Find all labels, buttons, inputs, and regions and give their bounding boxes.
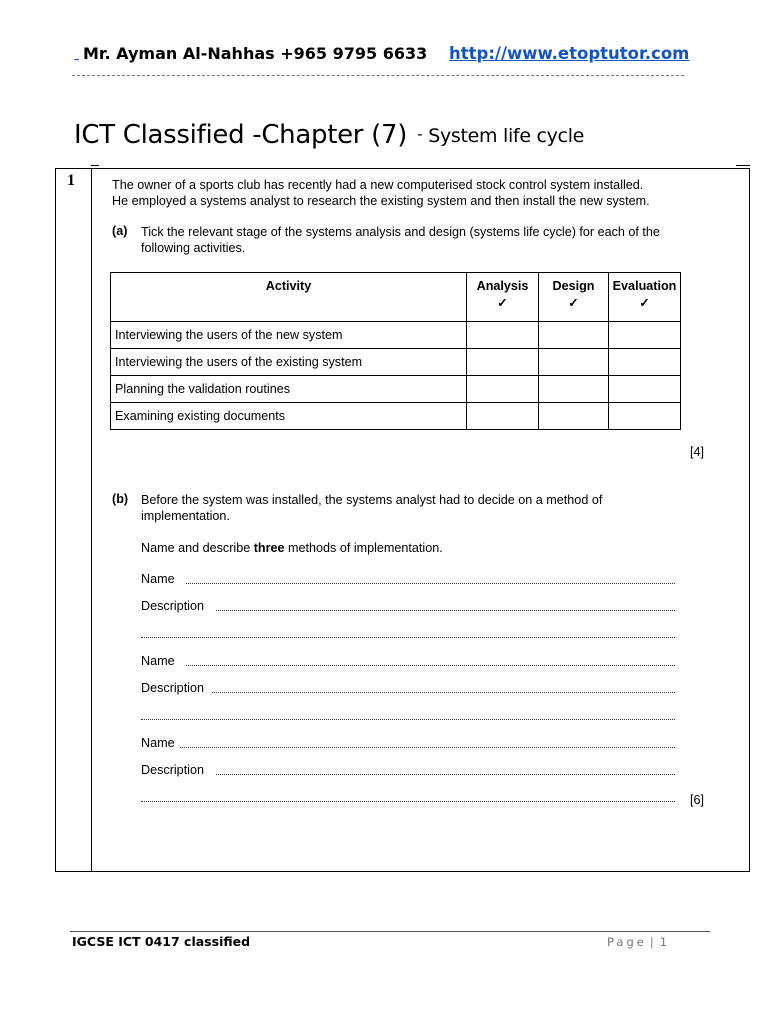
part-a-text-line-2: following activities.: [141, 241, 246, 255]
header-author: [74, 44, 427, 63]
header-divider: [72, 75, 684, 76]
table-row: [111, 349, 681, 376]
part-b-text-line-2: implementation.: [141, 509, 230, 523]
check-icon: ✓: [568, 296, 579, 310]
activity-cell: Interviewing the users of the existing system: [111, 349, 467, 376]
method-3-description-label: Description: [141, 763, 204, 777]
activity-cell: Examining existing documents: [111, 403, 467, 430]
column-header-design: Design ✓: [539, 273, 609, 322]
table-row: [111, 403, 681, 430]
method-2-description-line[interactable]: [212, 692, 675, 693]
design-tick-box[interactable]: [539, 322, 609, 349]
page-title: [74, 120, 584, 150]
design-tick-box[interactable]: [539, 349, 609, 376]
part-b-marks: [6]: [690, 793, 705, 807]
part-a-marks: [4]: [690, 445, 705, 459]
question-number: 1: [67, 172, 75, 189]
evaluation-tick-box[interactable]: [609, 403, 681, 430]
analysis-tick-box[interactable]: [467, 403, 539, 430]
method-3-name-label: Name: [141, 736, 175, 750]
part-a-text-line-1: Tick the relevant stage of the systems analysis and design (systems life cycle) for each of the: [141, 225, 660, 239]
column-header-activity: Activity: [111, 273, 467, 322]
evaluation-tick-box[interactable]: [609, 376, 681, 403]
table-row: [111, 322, 681, 349]
footer-course: IGCSE ICT 0417 classified: [72, 934, 251, 949]
page-title-separator: -: [417, 125, 423, 143]
part-b-text-line-1: Before the system was installed, the systems analyst had to decide on a method of: [141, 493, 603, 507]
footer-page-number: Page | 1: [607, 935, 671, 949]
question-intro-line-1: The owner of a sports club has recently had a new computerised stock control system installed.: [112, 178, 644, 192]
analysis-tick-box[interactable]: [467, 349, 539, 376]
check-icon: ✓: [497, 296, 508, 310]
method-1-name-line[interactable]: [186, 583, 675, 584]
part-b-label: (b): [112, 492, 129, 506]
design-tick-box[interactable]: [539, 376, 609, 403]
part-b-instruction: Name and describe three methods of implementation.: [141, 541, 443, 555]
method-1-description-line-2[interactable]: [141, 637, 675, 638]
activity-table: [110, 272, 681, 430]
part-a-label: (a): [112, 224, 128, 238]
method-2-name-line[interactable]: [186, 665, 675, 666]
question-intro-line-2: He employed a systems analyst to research the existing system and then install the new system.: [112, 194, 650, 208]
method-1-name-label: Name: [141, 572, 175, 586]
evaluation-tick-box[interactable]: [609, 349, 681, 376]
footer-divider: [70, 931, 710, 932]
method-1-description-line[interactable]: [216, 610, 675, 611]
activity-cell: Planning the validation routines: [111, 376, 467, 403]
method-3-description-line[interactable]: [216, 774, 675, 775]
method-1-description-label: Description: [141, 599, 204, 613]
method-2-description-line-2[interactable]: [141, 719, 675, 720]
table-row: [111, 376, 681, 403]
method-3-name-line[interactable]: [180, 747, 675, 748]
column-header-evaluation: Evaluation ✓: [609, 273, 681, 322]
question-frame-divider: [91, 168, 92, 872]
frame-corner-mark: [91, 165, 99, 166]
activity-table-header-row: [111, 273, 681, 322]
design-tick-box[interactable]: [539, 403, 609, 430]
evaluation-tick-box[interactable]: [609, 322, 681, 349]
method-2-description-label: Description: [141, 681, 204, 695]
header-website-link[interactable]: http://www.etoptutor.com: [449, 44, 690, 63]
method-3-description-line-2[interactable]: [141, 801, 675, 802]
activity-cell: Interviewing the users of the new system: [111, 322, 467, 349]
frame-corner-mark: [736, 165, 750, 166]
header-author-text: Mr. Ayman Al-Nahhas +965 9795 6633: [83, 44, 428, 63]
check-icon: ✓: [639, 296, 650, 310]
method-2-name-label: Name: [141, 654, 175, 668]
analysis-tick-box[interactable]: [467, 322, 539, 349]
page-title-sub: System life cycle: [428, 125, 585, 147]
column-header-analysis: Analysis ✓: [467, 273, 539, 322]
analysis-tick-box[interactable]: [467, 376, 539, 403]
page-title-main: ICT Classified -Chapter (7): [74, 120, 408, 150]
